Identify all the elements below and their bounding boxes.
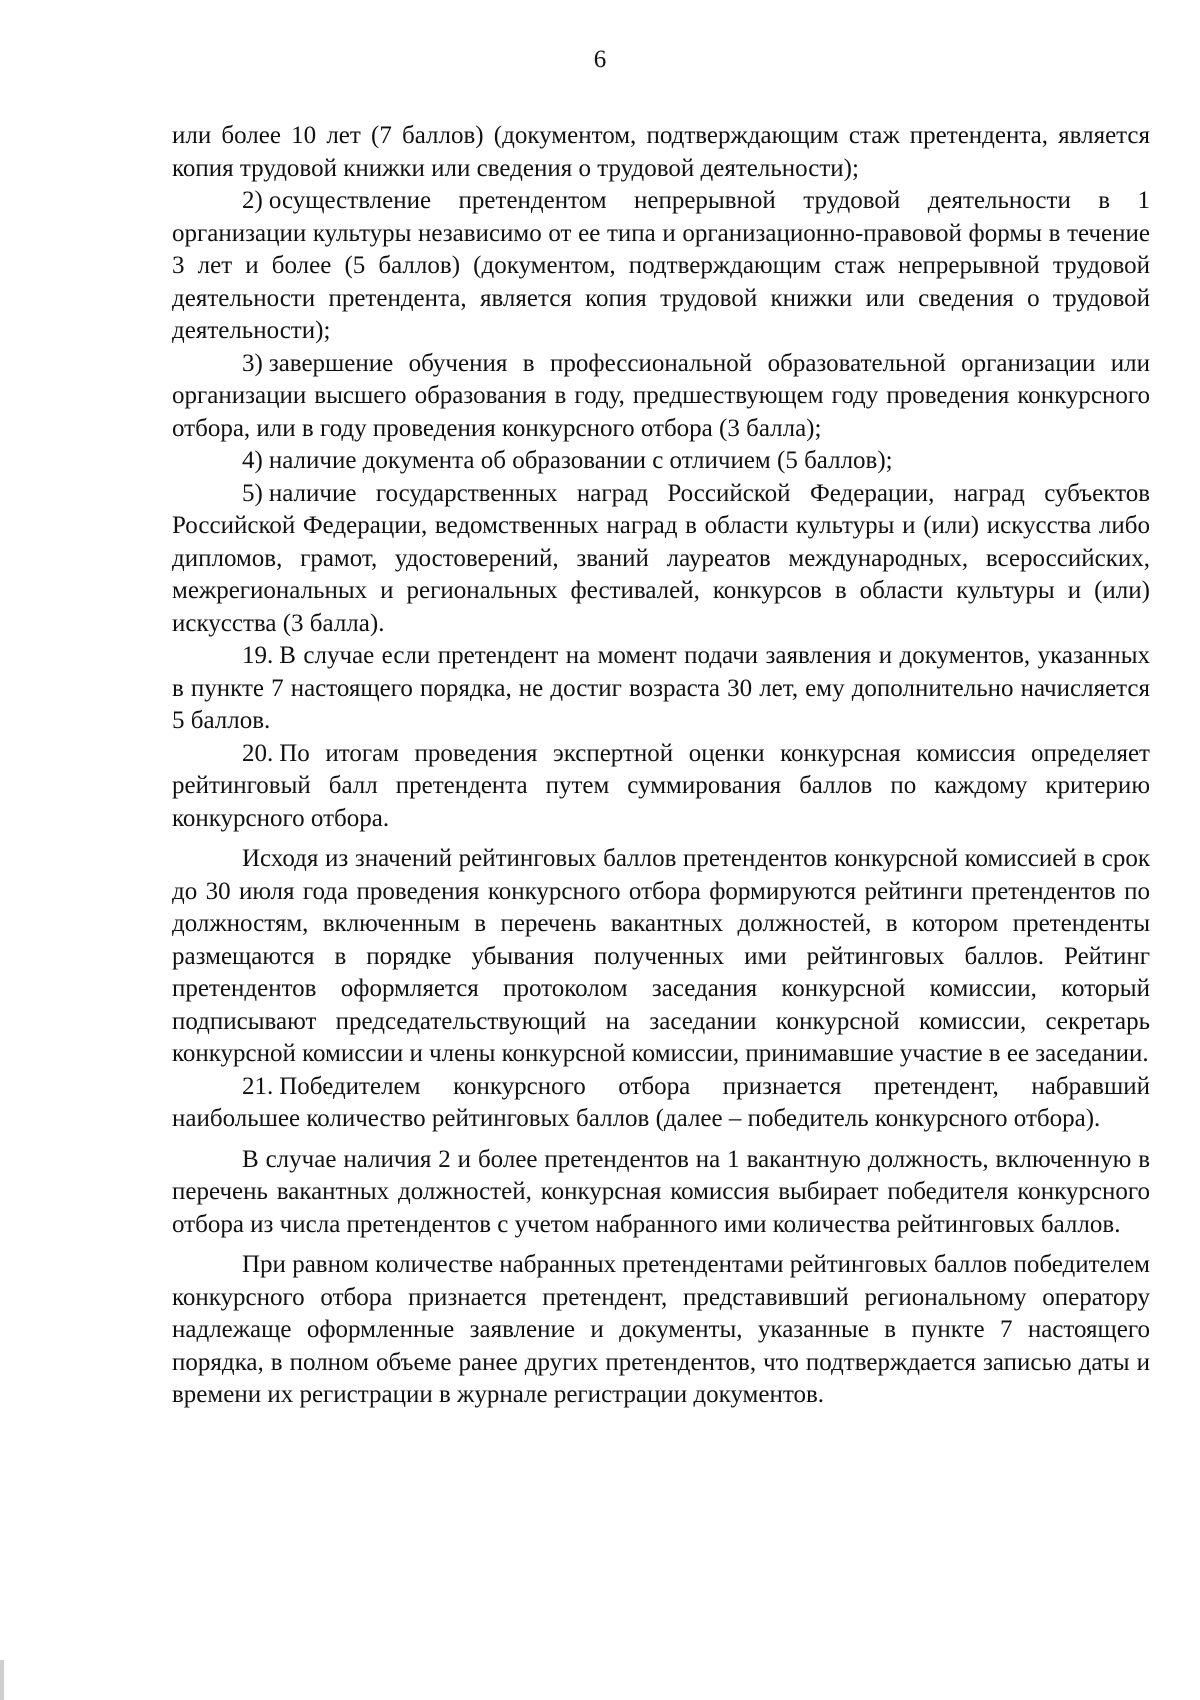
paragraph-text: При равном количестве набранных претендентами рейтинговых баллов победителем конкурсного отбора признается претендент, представивший региональному оператору надлежаще оформленные заявление и документы, указанные в пункте 7 настоящего порядка, в полном объеме ранее других претендентов, что подтверждается записью даты и времени их регистрации в журнале регистрации документов. <box>172 1251 1150 1408</box>
paragraph-text: наличие государственных наград Российской Федерации, наград субъектов Российской Федерации, ведомственных наград в области культуры и (или) искусства либо дипломов, грамот, удостоверений, званий лауреатов международных, всероссийских, межрегиональных и региональных фестивалей, конкурсов в области культуры и (или) искусства (3 балла). <box>172 479 1150 637</box>
paragraph-text: Победителем конкурсного отбора признается претендент, набравший наибольшее количество рейтинговых баллов (далее – победитель конкурсного отбора). <box>172 1072 1150 1132</box>
document-body <box>172 120 1150 1412</box>
list-item-number: 5) <box>242 479 263 507</box>
paragraph-text: Исходя из значений рейтинговых баллов претендентов конкурсной комиссией в срок до 30 июля года проведения конкурсного отбора формируются рейтинги претендентов по должностям, включенным в перечень вакантных должностей, в котором претенденты размещаются в порядке убывания полученных ими рейтинговых баллов. Рейтинг претендентов оформляется протоколом заседания конкурсной комиссии, который подписывают председательствующий на заседании конкурсной комиссии, секретарь конкурсной комиссии и члены конкурсной комиссии, принимавшие участие в ее заседании. <box>172 845 1150 1067</box>
clause-20 <box>172 738 1150 836</box>
clause-21 <box>172 1071 1150 1136</box>
list-item-3 <box>172 348 1150 446</box>
clause-number: 21. <box>242 1072 274 1100</box>
list-item-5 <box>172 478 1150 641</box>
paragraph-text: осуществление претендентом непрерывной трудовой деятельности в 1 организации культуры независимо от ее типа и организационно-правовой формы в течение 3 лет и более (5 баллов) (документом, подтверждающим стаж непрерывной трудовой деятельности претендента, является копия трудовой книжки или сведения о трудовой деятельности); <box>172 187 1150 344</box>
paragraph-text: В случае если претендент на момент подачи заявления и документов, указанных в пункте 7 настоящего порядка, не достиг возраста 30 лет, ему дополнительно начисляется 5 баллов. <box>172 642 1150 734</box>
list-item-4 <box>172 445 1150 478</box>
clause-19 <box>172 640 1150 738</box>
page-number: 6 <box>593 46 607 73</box>
paragraph-text: завершение обучения в профессиональной образовательной организации или организации высшего образования в году, предшествующем году проведения конкурсного отбора, или в году проведения конкурсного отбора (3 балла); <box>172 349 1150 442</box>
paragraph-continuation <box>172 120 1150 185</box>
paragraph-text: В случае наличия 2 и более претендентов на 1 вакантную должность, включенную в перечень вакантных должностей, конкурсная комиссия выбирает победителя конкурсного отбора из числа претендентов с учетом набранного ими количества рейтинговых баллов. <box>172 1145 1150 1238</box>
list-item-number: 3) <box>242 349 263 377</box>
paragraph-text: или более 10 лет (7 баллов) (документом, подтверждающим стаж претендента, является копия трудовой книжки или сведения о трудовой деятельности); <box>172 122 1150 182</box>
list-item-2 <box>172 185 1150 348</box>
paragraph-multiple-candidates <box>172 1144 1150 1242</box>
scan-edge-mark <box>0 1660 4 1700</box>
clause-number: 19. <box>242 642 274 669</box>
paragraph-rating <box>172 843 1150 1071</box>
paragraph-text: наличие документа об образовании с отличием (5 баллов); <box>268 447 893 474</box>
paragraph-equal-score <box>172 1249 1150 1412</box>
clause-number: 20. <box>242 739 274 767</box>
list-item-number: 4) <box>242 447 263 474</box>
paragraph-text: По итогам проведения экспертной оценки конкурсная комиссия определяет рейтинговый балл претендента путем суммирования баллов по каждому критерию конкурсного отбора. <box>172 739 1150 832</box>
list-item-number: 2) <box>242 187 263 214</box>
